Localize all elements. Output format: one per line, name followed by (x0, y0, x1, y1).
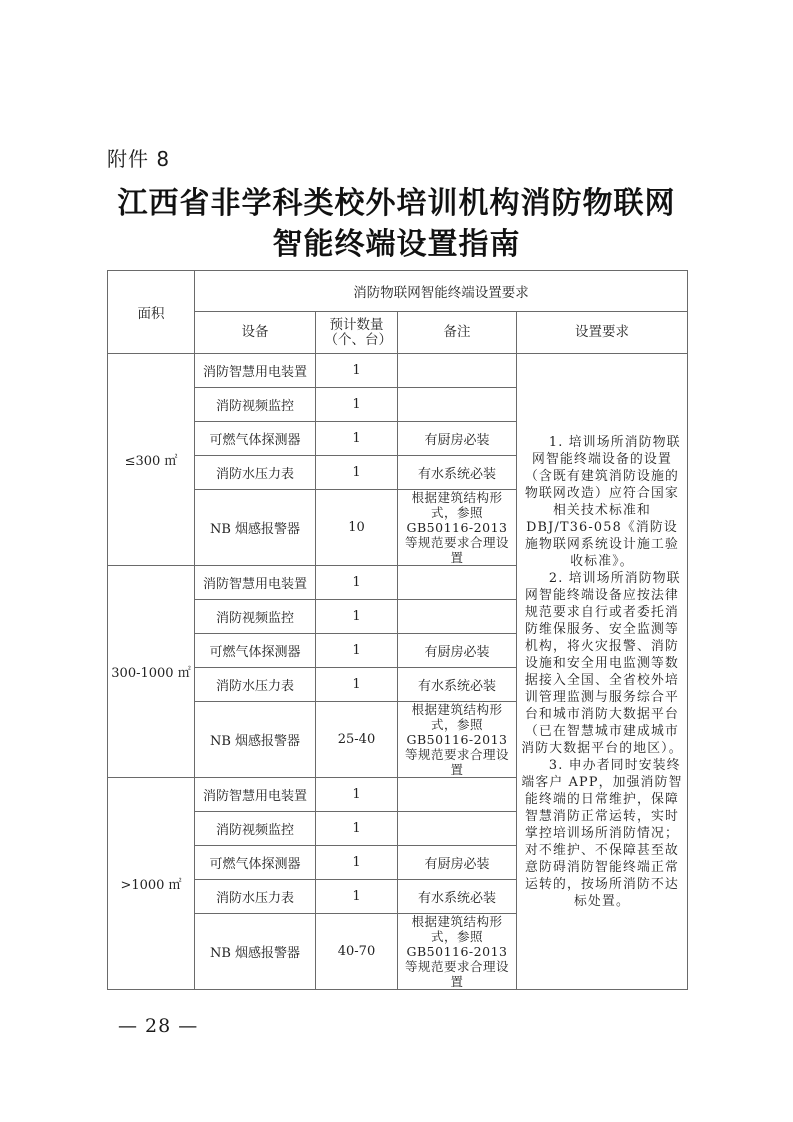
device-cell: 消防视频监控 (195, 600, 316, 634)
device-cell: 可燃气体探测器 (195, 846, 316, 880)
quantity-cell: 1 (316, 880, 398, 914)
quantity-cell: 1 (316, 634, 398, 668)
area-cell: >1000 ㎡ (108, 778, 195, 990)
quantity-cell: 1 (316, 812, 398, 846)
remark-cell: 有厨房必装 (398, 634, 517, 668)
remark-cell: 有水系统必装 (398, 880, 517, 914)
quantity-cell: 25-40 (316, 702, 398, 778)
quantity-cell: 1 (316, 566, 398, 600)
area-cell: 300-1000 ㎡ (108, 566, 195, 778)
header-area: 面积 (108, 271, 195, 354)
quantity-cell: 1 (316, 388, 398, 422)
table-row (108, 354, 688, 388)
device-cell: 可燃气体探测器 (195, 422, 316, 456)
remark-cell: 有厨房必装 (398, 422, 517, 456)
requirements-cell (517, 354, 688, 990)
table-header-row (108, 271, 688, 312)
remark-cell: 根据建筑结构形式，参照 GB50116-2013 等规范要求合理设置 (398, 490, 517, 566)
device-cell: NB 烟感报警器 (195, 914, 316, 990)
header-quantity (316, 312, 398, 354)
quantity-cell: 1 (316, 778, 398, 812)
requirement-item: 3. 申办者同时安装终端客户 APP，加强消防智能终端的日常维护，保障智慧消防正常运转，实时掌控培训场所消防情况；对不维护、不保障甚至故意防碍消防智能终端正常运转的，按场所消防不达标处置。 (521, 757, 683, 909)
device-cell: 消防智慧用电装置 (195, 778, 316, 812)
device-cell: 消防智慧用电装置 (195, 566, 316, 600)
header-remark: 备注 (398, 312, 517, 354)
device-cell: NB 烟感报警器 (195, 702, 316, 778)
header-requirement: 设置要求 (517, 312, 688, 354)
remark-cell (398, 812, 517, 846)
attachment-label: 附件 8 (107, 147, 171, 171)
remark-cell (398, 388, 517, 422)
device-cell: 可燃气体探测器 (195, 634, 316, 668)
quantity-cell: 1 (316, 354, 398, 388)
remark-cell: 根据建筑结构形式，参照 GB50116-2013 等规范要求合理设置 (398, 702, 517, 778)
document-title-line-1: 江西省非学科类校外培训机构消防物联网 (117, 186, 676, 221)
document-title-line-2: 智能终端设置指南 (272, 227, 521, 262)
remark-cell (398, 600, 517, 634)
quantity-cell: 1 (316, 422, 398, 456)
quantity-cell: 1 (316, 456, 398, 490)
quantity-cell: 1 (316, 600, 398, 634)
table-subheader-row (108, 312, 688, 354)
remark-cell (398, 566, 517, 600)
device-cell: 消防水压力表 (195, 668, 316, 702)
remark-cell (398, 354, 517, 388)
quantity-cell: 10 (316, 490, 398, 566)
quantity-cell: 40-70 (316, 914, 398, 990)
requirement-item: 1. 培训场所消防物联网智能终端设备的设置（含既有建筑消防设施的物联网改造）应符合国家相关技术标准和 DBJ/T36-058《消防设施物联网系统设计施工验收标准》。 (525, 434, 681, 569)
device-cell: 消防水压力表 (195, 456, 316, 490)
requirement-item: 2. 培训场所消防物联网智能终端设备应按法律规范要求自行或者委托消防维保服务、安全监测等机构，将火灾报警、消防设施和安全用电监测等数据接入全国、全省校外培训管理监测与服务综合平台和城市消防大数据平台（已在智慧城市建成城市消防大数据平台的地区）。 (521, 570, 683, 756)
device-cell: 消防视频监控 (195, 388, 316, 422)
device-cell: 消防水压力表 (195, 880, 316, 914)
page-number: — 28 — (118, 1015, 199, 1037)
remark-cell: 根据建筑结构形式，参照 GB50116-2013 等规范要求合理设置 (398, 914, 517, 990)
header-group: 消防物联网智能终端设置要求 (195, 271, 688, 312)
settings-guide-table (107, 270, 688, 990)
remark-cell: 有厨房必装 (398, 846, 517, 880)
remark-cell (398, 778, 517, 812)
remark-cell: 有水系统必装 (398, 668, 517, 702)
device-cell: 消防智慧用电装置 (195, 354, 316, 388)
device-cell: 消防视频监控 (195, 812, 316, 846)
device-cell: NB 烟感报警器 (195, 490, 316, 566)
header-device: 设备 (195, 312, 316, 354)
remark-cell: 有水系统必装 (398, 456, 517, 490)
header-quantity-text: 预计数量（个、台） (324, 316, 392, 348)
quantity-cell: 1 (316, 668, 398, 702)
area-cell: ≤300 ㎡ (108, 354, 195, 566)
quantity-cell: 1 (316, 846, 398, 880)
